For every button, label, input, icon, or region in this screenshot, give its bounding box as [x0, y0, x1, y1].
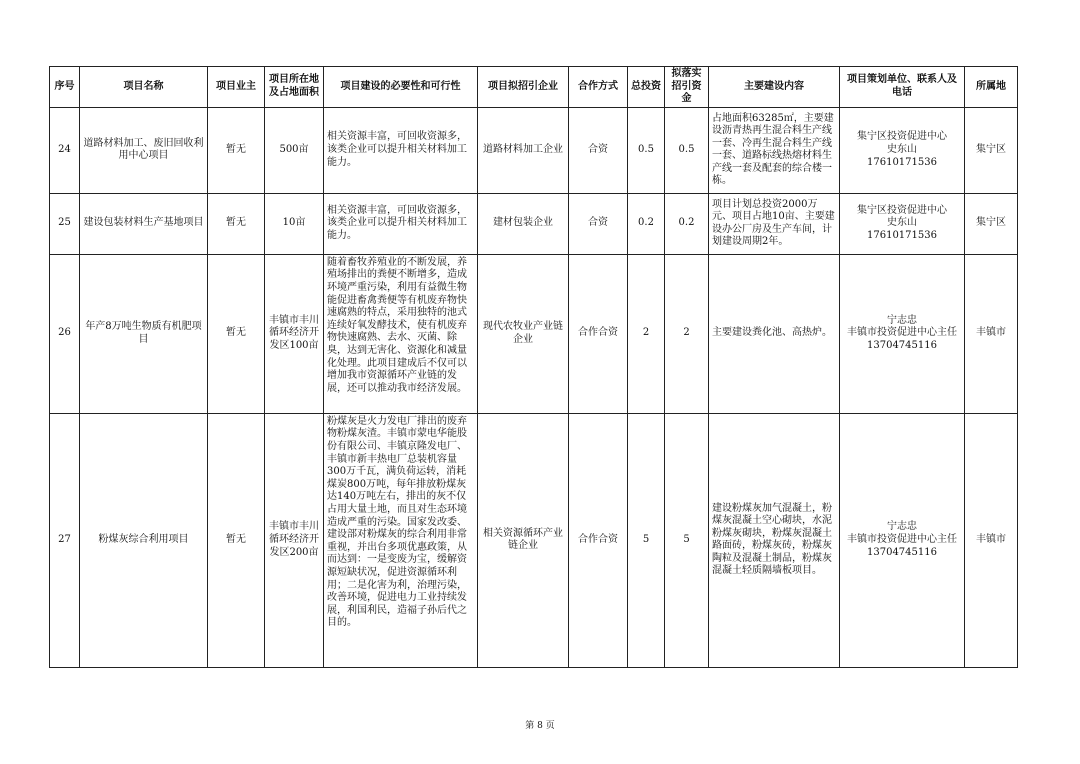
- cell-no: 27: [50, 413, 80, 667]
- cell-region: 集宁区: [965, 193, 1018, 254]
- cell-funding: 0.2: [665, 193, 709, 254]
- planner-text: 宁志忠 丰镇市投资促进中心主任 13704745116: [847, 521, 957, 558]
- cell-planner: [840, 193, 965, 254]
- cell-location: 丰镇市丰川循环经济开发区100亩: [265, 254, 324, 413]
- cell-total: 0.2: [628, 193, 665, 254]
- page-number: 第 8 页: [525, 721, 555, 731]
- cell-total: 0.5: [628, 107, 665, 193]
- cell-planner: [840, 413, 965, 667]
- cell-region: 集宁区: [965, 107, 1018, 193]
- header-funding: 拟落实招引资金: [665, 67, 709, 108]
- cell-necessity: 相关资源丰富，可回收资源多，该类企业可以提升相关材料加工能力。: [324, 107, 478, 193]
- cell-planner: [840, 107, 965, 193]
- cell-content: 占地面积63285㎡，主要建设沥青热再生混合料生产线一套、冷再生混合料生产线一套、道路标线热熔材料生产线一套及配套的综合楼一栋。: [709, 107, 840, 193]
- cell-total: 5: [628, 413, 665, 667]
- header-name: 项目名称: [80, 67, 208, 108]
- table-row: [50, 254, 1018, 413]
- table-row: [50, 413, 1018, 667]
- cell-region: 丰镇市: [965, 413, 1018, 667]
- cell-content: 主要建设粪化池、高热炉。: [709, 254, 840, 413]
- planner-text: 宁志忠 丰镇市投资促进中心主任 13704745116: [847, 314, 957, 352]
- cell-no: 24: [50, 107, 80, 193]
- cell-content: 建设粉煤灰加气混凝土，粉煤灰混凝土空心砌块，水泥粉煤灰砌块，粉煤灰混凝土路面砖，粉煤灰砖，粉煤灰陶粒及混凝土制品，粉煤灰混凝土轻质隔墙板项目。: [709, 413, 840, 667]
- cell-funding: 0.5: [665, 107, 709, 193]
- cell-location: 丰镇市丰川循环经济开发区200亩: [265, 413, 324, 667]
- cell-enterprise: 建材包装企业: [478, 193, 569, 254]
- header-planner: 项目策划单位、联系人及电话: [840, 67, 965, 108]
- cell-owner: 暂无: [208, 193, 265, 254]
- project-table: [49, 66, 1018, 668]
- header-region: 所属地: [965, 67, 1018, 108]
- cell-funding: 5: [665, 413, 709, 667]
- cell-necessity: 相关资源丰富，可回收资源多，该类企业可以提升相关材料加工能力。: [324, 193, 478, 254]
- cell-mode: 合资: [569, 193, 628, 254]
- header-content: 主要建设内容: [709, 67, 840, 108]
- cell-no: 26: [50, 254, 80, 413]
- cell-no: 25: [50, 193, 80, 254]
- cell-enterprise: 相关资源循环产业链企业: [478, 413, 569, 667]
- table-row: [50, 193, 1018, 254]
- cell-owner: 暂无: [208, 254, 265, 413]
- cell-mode: 合作合资: [569, 413, 628, 667]
- header-necessity: 项目建设的必要性和可行性: [324, 67, 478, 108]
- header-location: 项目所在地及占地面积: [265, 67, 324, 108]
- header-owner: 项目业主: [208, 67, 265, 108]
- cell-mode: 合作合资: [569, 254, 628, 413]
- cell-planner: [840, 254, 965, 413]
- cell-enterprise: 现代农牧业产业链企业: [478, 254, 569, 413]
- cell-enterprise: 道路材料加工企业: [478, 107, 569, 193]
- cell-location: 10亩: [265, 193, 324, 254]
- cell-necessity: 粉煤灰是火力发电厂排出的废弃物粉煤灰渣。丰镇市蒙电华能股份有限公司、丰镇京隆发电厂、丰镇市新丰热电厂总装机容量300万千瓦，满负荷运转，消耗煤炭800万吨，每年排放粉煤灰达140万吨左右，排出的灰不仅占用大量土地，而且对生态环境造成严重的污染。国家发改委、建设部对粉煤灰的综合利用非常重视，并出台多项优惠政策，从而达到：一是变废为宝，缓解资源短缺状况，促进资源循环利用；二是化害为利，治理污染，改善环境，促进电力工业持续发展，利国利民，造福子孙后代之目的。: [324, 413, 478, 667]
- planner-text: 集宁区投资促进中心 史东山 17610171536: [857, 131, 947, 168]
- cell-necessity: 随着畜牧养殖业的不断发展，养殖场排出的粪便不断增多，造成环境严重污染，利用有益微生物能促进畜禽粪便等有机废弃物快速腐熟的特点，采用独特的池式连续好氧发酵技术，使有机废弃物快速腐熟、去水、灭菌、除臭，达到无害化、资源化和减量化处理。此项目建成后不仅可以增加我市资源循环产业链的发展，还可以推动我市经济发展。: [324, 254, 478, 413]
- cell-content: 项目计划总投资2000万元、项目占地10亩、主要建设办公厂房及生产车间，计划建设周期2年。: [709, 193, 840, 254]
- cell-mode: 合资: [569, 107, 628, 193]
- table-row: [50, 107, 1018, 193]
- cell-funding: 2: [665, 254, 709, 413]
- header-no: 序号: [50, 67, 80, 108]
- cell-name: 建设包装材料生产基地项目: [80, 193, 208, 254]
- cell-name: 年产8万吨生物质有机肥项目: [80, 254, 208, 413]
- cell-name: 粉煤灰综合利用项目: [80, 413, 208, 667]
- cell-total: 2: [628, 254, 665, 413]
- cell-owner: 暂无: [208, 413, 265, 667]
- cell-name: 道路材料加工、废旧回收利用中心项目: [80, 107, 208, 193]
- header-row: [50, 67, 1018, 108]
- cell-owner: 暂无: [208, 107, 265, 193]
- header-enterprise: 项目拟招引企业: [478, 67, 569, 108]
- cell-region: 丰镇市: [965, 254, 1018, 413]
- header-total: 总投资: [628, 67, 665, 108]
- header-mode: 合作方式: [569, 67, 628, 108]
- cell-location: 500亩: [265, 107, 324, 193]
- planner-text: 集宁区投资促进中心 史东山 17610171536: [857, 204, 947, 242]
